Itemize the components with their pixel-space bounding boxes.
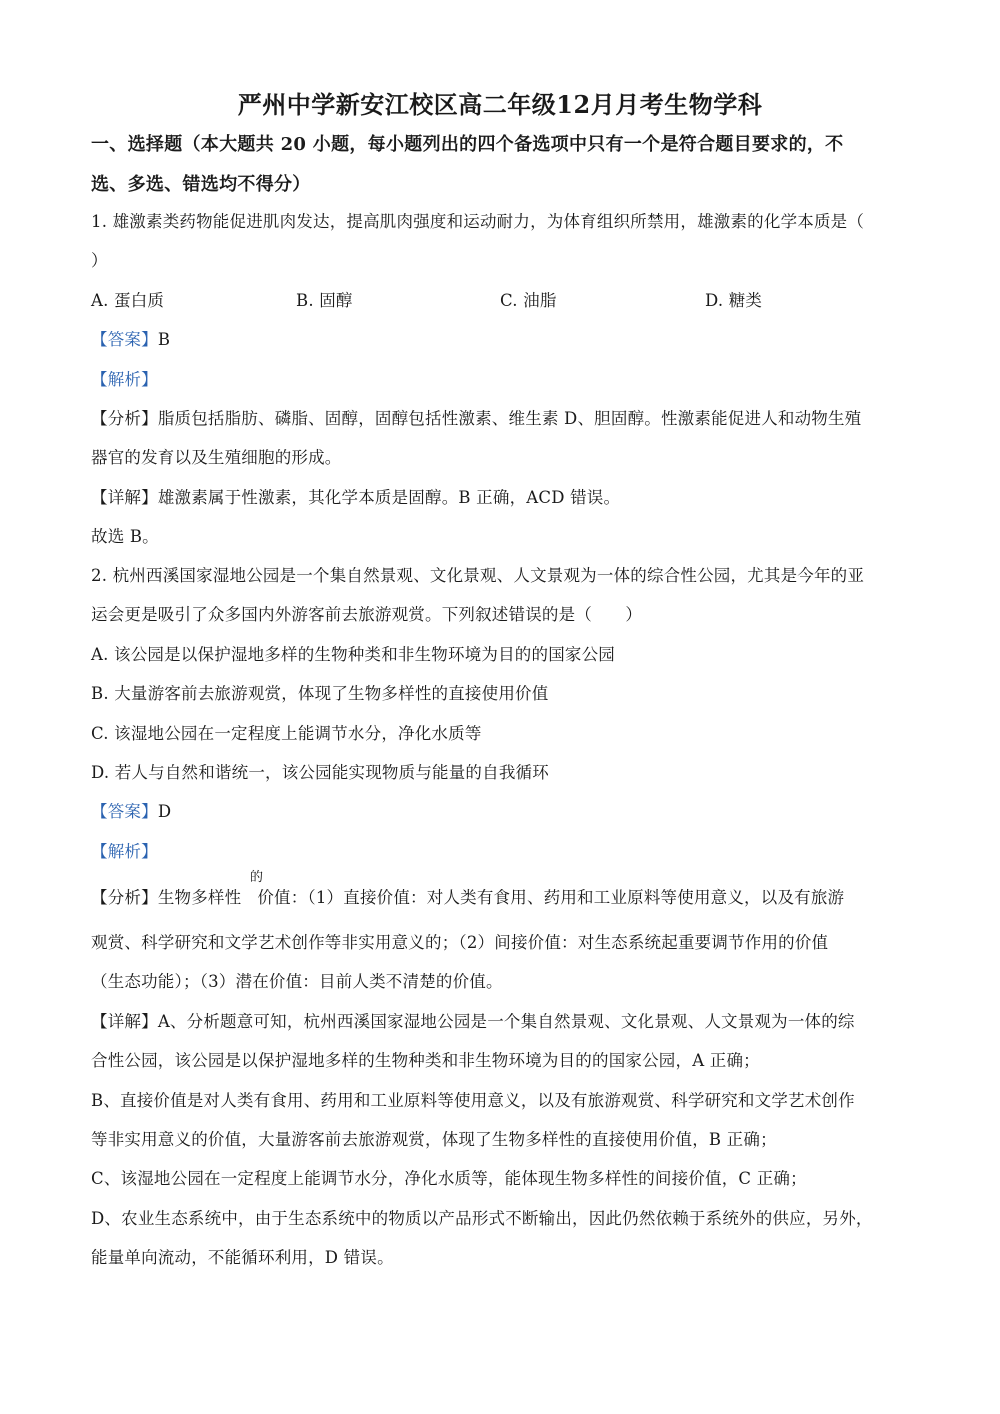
- q2-fenxi-superscript: 的: [250, 870, 264, 885]
- q2-option-b: B. 大量游客前去旅游观赏，体现了生物多样性的直接使用价值: [91, 684, 549, 703]
- q2-fenxi-tag: 【分析】: [91, 888, 158, 907]
- q1-conclusion: 故选 B。: [91, 527, 159, 546]
- q2-option-c: C. 该湿地公园在一定程度上能调节水分，净化水质等: [91, 724, 482, 743]
- q2-fenxi-line-2: 观赏、科学研究和文学艺术创作等非实用意义的；（2）间接价值：对生态系统起重要调节作用的价值: [91, 933, 829, 952]
- q1-answer: [91, 329, 170, 351]
- q2-option-a: A. 该公园是以保护湿地多样的生物种类和非生物环境为目的的国家公园: [91, 645, 616, 664]
- q2-option-d: D. 若人与自然和谐统一，该公园能实现物质与能量的自我循环: [91, 763, 549, 782]
- q1-fenxi-tag: 【分析】: [91, 409, 158, 428]
- q2-answer: [91, 801, 171, 823]
- q1-xiangjie-text: 雄激素属于性激素，其化学本质是固醇。B 正确，ACD 错误。: [157, 488, 621, 507]
- q1-fenxi-line-1: [91, 408, 861, 430]
- page-title: 严州中学新安江校区高二年级12月月考生物学科: [237, 90, 763, 119]
- q2-fenxi-line-1: [91, 887, 844, 909]
- q2-b-line-1: B、直接价值是对人类有食用、药用和工业原料等使用意义，以及有旅游观赏、科学研究和文学艺术创作: [91, 1091, 855, 1110]
- q1-answer-tag: 【答案】: [91, 330, 158, 349]
- q1-answer-value: B: [157, 330, 171, 349]
- q2-analysis-tag: 【解析】: [91, 842, 158, 861]
- q1-xiangjie: [91, 487, 620, 509]
- q2-fenxi-line-3: （生态功能）；（3）潜在价值：目前人类不清楚的价值。: [91, 972, 503, 991]
- q1-option-a: A. 蛋白质: [91, 291, 165, 310]
- q2-xiangjie-line-1: [91, 1011, 855, 1033]
- q2-stem-line-1: 2. 杭州西溪国家湿地公园是一个集自然景观、文化景观、人文景观为一体的综合性公园，尤其是今年的亚: [91, 566, 865, 585]
- q1-fenxi-line-2: 器官的发育以及生殖细胞的形成。: [91, 448, 342, 467]
- section-heading-line-1: 一、选择题（本大题共 20 小题，每小题列出的四个备选项中只有一个是符合题目要求的，不: [91, 134, 844, 155]
- q1-option-d: D. 糖类: [705, 291, 763, 310]
- q2-fenxi-text-1b: 价值：（1）直接价值：对人类有食用、药用和工业原料等使用意义，以及有旅游: [257, 888, 845, 907]
- q2-stem-line-2: 运会更是吸引了众多国内外游客前去旅游观赏。下列叙述错误的是（ ）: [91, 605, 643, 624]
- q1-analysis-tag: 【解析】: [91, 370, 158, 389]
- q1-stem-line-2: ）: [91, 251, 108, 270]
- q1-xiangjie-tag: 【详解】: [91, 488, 158, 507]
- q1-fenxi-text-1: 脂质包括脂肪、磷脂、固醇，固醇包括性激素、维生素 D、胆固醇。性激素能促进人和动物生殖: [157, 409, 862, 428]
- q2-xiangjie-tag: 【详解】: [91, 1012, 158, 1031]
- q2-d-line-1: D、农业生态系统中，由于生态系统中的物质以产品形式不断输出，因此仍然依赖于系统外的供应，另外，: [91, 1209, 873, 1228]
- q2-answer-value: D: [157, 802, 172, 821]
- q1-option-c: C. 油脂: [500, 291, 557, 310]
- q2-b-line-2: 等非实用意义的价值，大量游客前去旅游观赏，体现了生物多样性的直接使用价值，B 正确；: [91, 1130, 777, 1149]
- q2-xiangjie-line-2: 合性公园，该公园是以保护湿地多样的生物种类和非生物环境为目的的国家公园，A 正确；: [91, 1051, 760, 1070]
- q2-c-line-1: C、该湿地公园在一定程度上能调节水分，净化水质等，能体现生物多样性的间接价值，C 正确；: [91, 1169, 807, 1188]
- section-heading-line-2: 选、多选、错选均不得分）: [91, 174, 311, 195]
- q1-option-b: B. 固醇: [296, 291, 353, 310]
- q2-xiangjie-text-1: A、分析题意可知，杭州西溪国家湿地公园是一个集自然景观、文化景观、人文景观为一体的综: [157, 1012, 855, 1031]
- q2-answer-tag: 【答案】: [91, 802, 158, 821]
- q1-stem-line-1: 1. 雄激素类药物能促进肌肉发达，提高肌肉强度和运动耐力，为体育组织所禁用，雄激素的化学本质是（: [91, 212, 865, 231]
- q2-d-line-2: 能量单向流动，不能循环利用，D 错误。: [91, 1248, 394, 1267]
- q2-fenxi-text-1a: 生物多样性: [157, 888, 242, 907]
